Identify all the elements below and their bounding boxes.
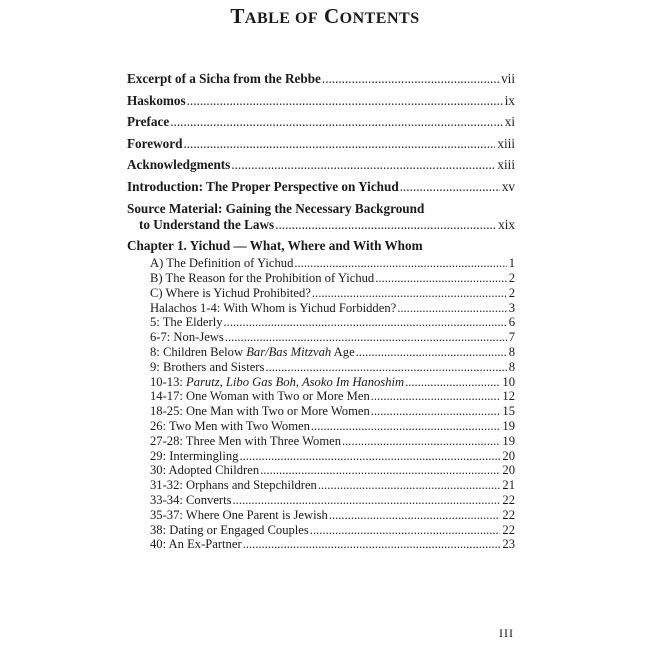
- toc-subentry[interactable]: 38: Dating or Engaged Couples ..... 22: [150, 523, 515, 538]
- dot-leader: [342, 434, 500, 449]
- toc-subentry[interactable]: Halachos 1-4: With Whom is Yichud Forbidden? ..... 3: [150, 301, 515, 316]
- toc-subentry[interactable]: 8: Children Below Bar/Bas Mitzvah Age ..... 8: [150, 345, 515, 360]
- dot-leader: [329, 508, 501, 523]
- toc-entry-foreword[interactable]: Foreword ..... xiii: [127, 136, 515, 152]
- toc-subentry[interactable]: 33-34: Converts ..... 22: [150, 493, 515, 508]
- dot-leader: [187, 93, 503, 109]
- toc-subentry[interactable]: C) Where is Yichud Prohibited? ..... 2: [150, 286, 515, 301]
- dot-leader: [260, 463, 500, 478]
- dot-leader: [375, 271, 506, 286]
- toc-subentry[interactable]: 10-13: Parutz, Libo Gas Boh, Asoko Im Hanoshim ..... 10: [150, 375, 515, 390]
- dot-leader: [310, 523, 501, 538]
- dot-leader: [371, 404, 501, 419]
- toc-subentry[interactable]: A) The Definition of Yichud ..... 1: [150, 256, 515, 271]
- dot-leader: [371, 389, 501, 404]
- dot-leader: [240, 449, 501, 464]
- dot-leader: [243, 537, 501, 552]
- toc-subentry[interactable]: 40: An Ex-Partner ..... 23: [150, 537, 515, 552]
- dot-leader: [318, 478, 501, 493]
- dot-leader: [265, 360, 506, 375]
- toc-entry-preface[interactable]: Preface ..... xi: [127, 114, 515, 130]
- toc-subentry[interactable]: 30: Adopted Children ..... 20: [150, 463, 515, 478]
- table-of-contents: [127, 71, 515, 552]
- dot-leader: [405, 375, 500, 390]
- toc-subentry[interactable]: 31-32: Orphans and Stepchildren ..... 21: [150, 478, 515, 493]
- dot-leader: [183, 136, 495, 152]
- page-title: TABLE OF CONTENTS: [230, 4, 420, 28]
- chapter-heading: Chapter 1. Yichud — What, Where and With Whom: [127, 238, 423, 254]
- chapter-entries: [127, 256, 515, 552]
- toc-subentry[interactable]: 5: The Elderly ..... 6: [150, 315, 515, 330]
- page-number: III: [499, 626, 514, 640]
- toc-entry-haskomos[interactable]: Haskomos ..... ix: [127, 93, 515, 109]
- toc-subentry[interactable]: 27-28: Three Men with Three Women ..... 19: [150, 434, 515, 449]
- toc-entry-introduction[interactable]: Introduction: The Proper Perspective on Yichud ..... xv: [127, 179, 515, 195]
- toc-entry-excerpt[interactable]: Excerpt of a Sicha from the Rebbe ..... vii: [127, 71, 515, 87]
- dot-leader: [275, 217, 496, 233]
- dot-leader: [400, 179, 500, 195]
- dot-leader: [233, 493, 501, 508]
- toc-subentry[interactable]: 6-7: Non-Jews ..... 7: [150, 330, 515, 345]
- dot-leader: [311, 419, 501, 434]
- dot-leader: [356, 345, 507, 360]
- dot-leader: [322, 71, 499, 87]
- dot-leader: [224, 315, 507, 330]
- dot-leader: [312, 286, 507, 301]
- toc-subentry[interactable]: 14-17: One Woman with Two or More Men ..... 12: [150, 389, 515, 404]
- toc-entry-acknowledgments[interactable]: Acknowledgments ..... xiii: [127, 157, 515, 173]
- toc-subentry[interactable]: 9: Brothers and Sisters ..... 8: [150, 360, 515, 375]
- dot-leader: [225, 330, 507, 345]
- dot-leader: [231, 157, 495, 173]
- toc-subentry[interactable]: 18-25: One Man with Two or More Women ..... 15: [150, 404, 515, 419]
- toc-entry-source-material[interactable]: Source Material: Gaining the Necessary Background to Understand the Laws ..... xix: [127, 201, 515, 233]
- toc-subentry[interactable]: 29: Intermingling ..... 20: [150, 449, 515, 464]
- dot-leader: [294, 256, 506, 271]
- toc-subentry[interactable]: 35-37: Where One Parent is Jewish ..... 22: [150, 508, 515, 523]
- dot-leader: [397, 301, 506, 316]
- toc-subentry[interactable]: B) The Reason for the Prohibition of Yichud ..... 2: [150, 271, 515, 286]
- dot-leader: [170, 114, 503, 130]
- toc-subentry[interactable]: 26: Two Men with Two Women ..... 19: [150, 419, 515, 434]
